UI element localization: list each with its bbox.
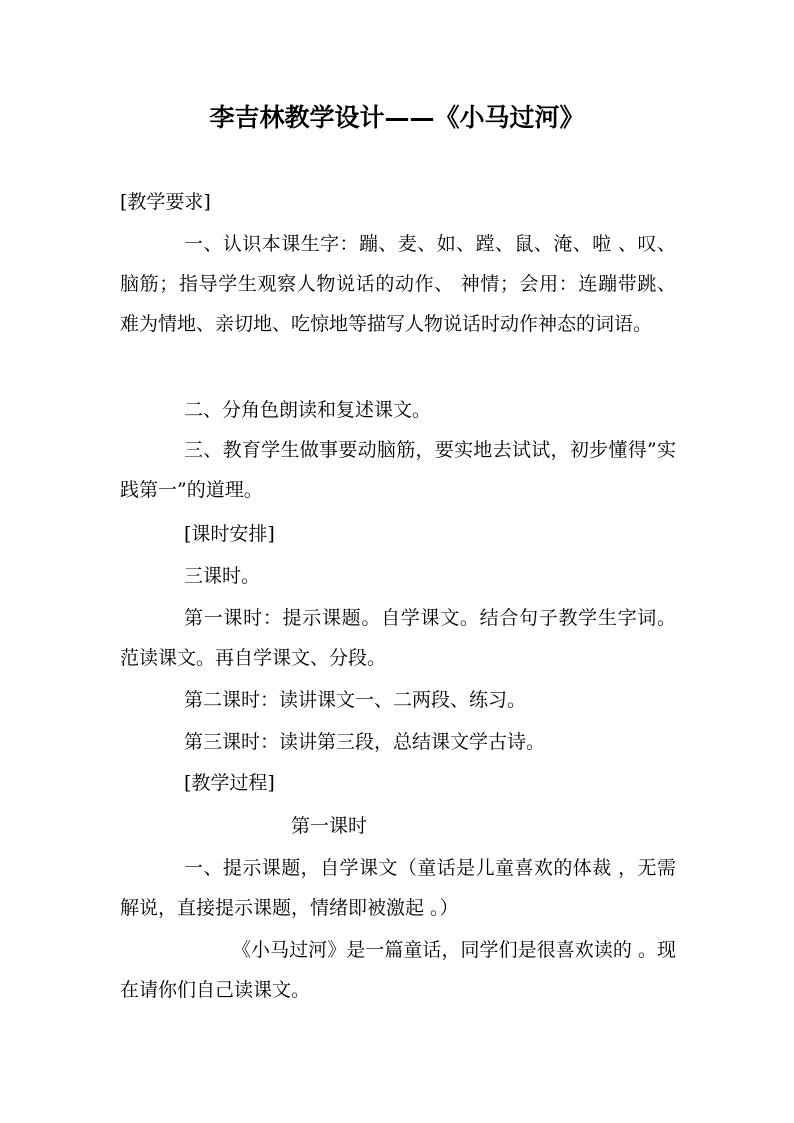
schedule-total: 三课时。 — [184, 565, 261, 587]
section-heading-requirements: [教学要求] — [120, 191, 211, 213]
section-heading-process: [教学过程] — [184, 772, 275, 794]
process-step-1: 一、提示课题，自学课文（童话是儿童喜欢的体裁 ，无需解说，直接提示课题，情绪即被激起 。） — [120, 857, 676, 919]
section-heading-schedule: [课时安排] — [184, 523, 275, 545]
document-title: 李吉林教学设计——《小马过河》 — [209, 103, 585, 132]
requirement-1: 一、认识本课生字：蹦、麦、如、蹚、鼠、淹、啦 、叹、脑筋；指导学生观察人物说话的动作、 神情；会用：连蹦带跳、难为情地、亲切地、吃惊地等描写人物说话时动作神态的词语。 — [120, 233, 676, 335]
process-step-1-detail: 《小马过河》是一篇童话，同学们是很喜欢读的 。现在请你们自己读课文。 — [120, 939, 676, 1001]
requirement-2: 二、分角色朗读和复述课文。 — [184, 399, 432, 421]
lesson-3-plan: 第三课时：读讲第三段，总结课文学古诗。 — [184, 731, 546, 753]
lesson-1-heading: 第一课时 — [291, 815, 368, 837]
lesson-1-plan: 第一课时：提示课题。自学课文。结合句子教学生字词。范读课文。再自学课文、分段。 — [120, 607, 676, 669]
lesson-2-plan: 第二课时：读讲课文一、二两段、练习。 — [184, 689, 527, 711]
requirement-3: 三、教育学生做事要动脑筋，要实地去试试，初步懂得”实践第一”的道理。 — [120, 439, 676, 501]
